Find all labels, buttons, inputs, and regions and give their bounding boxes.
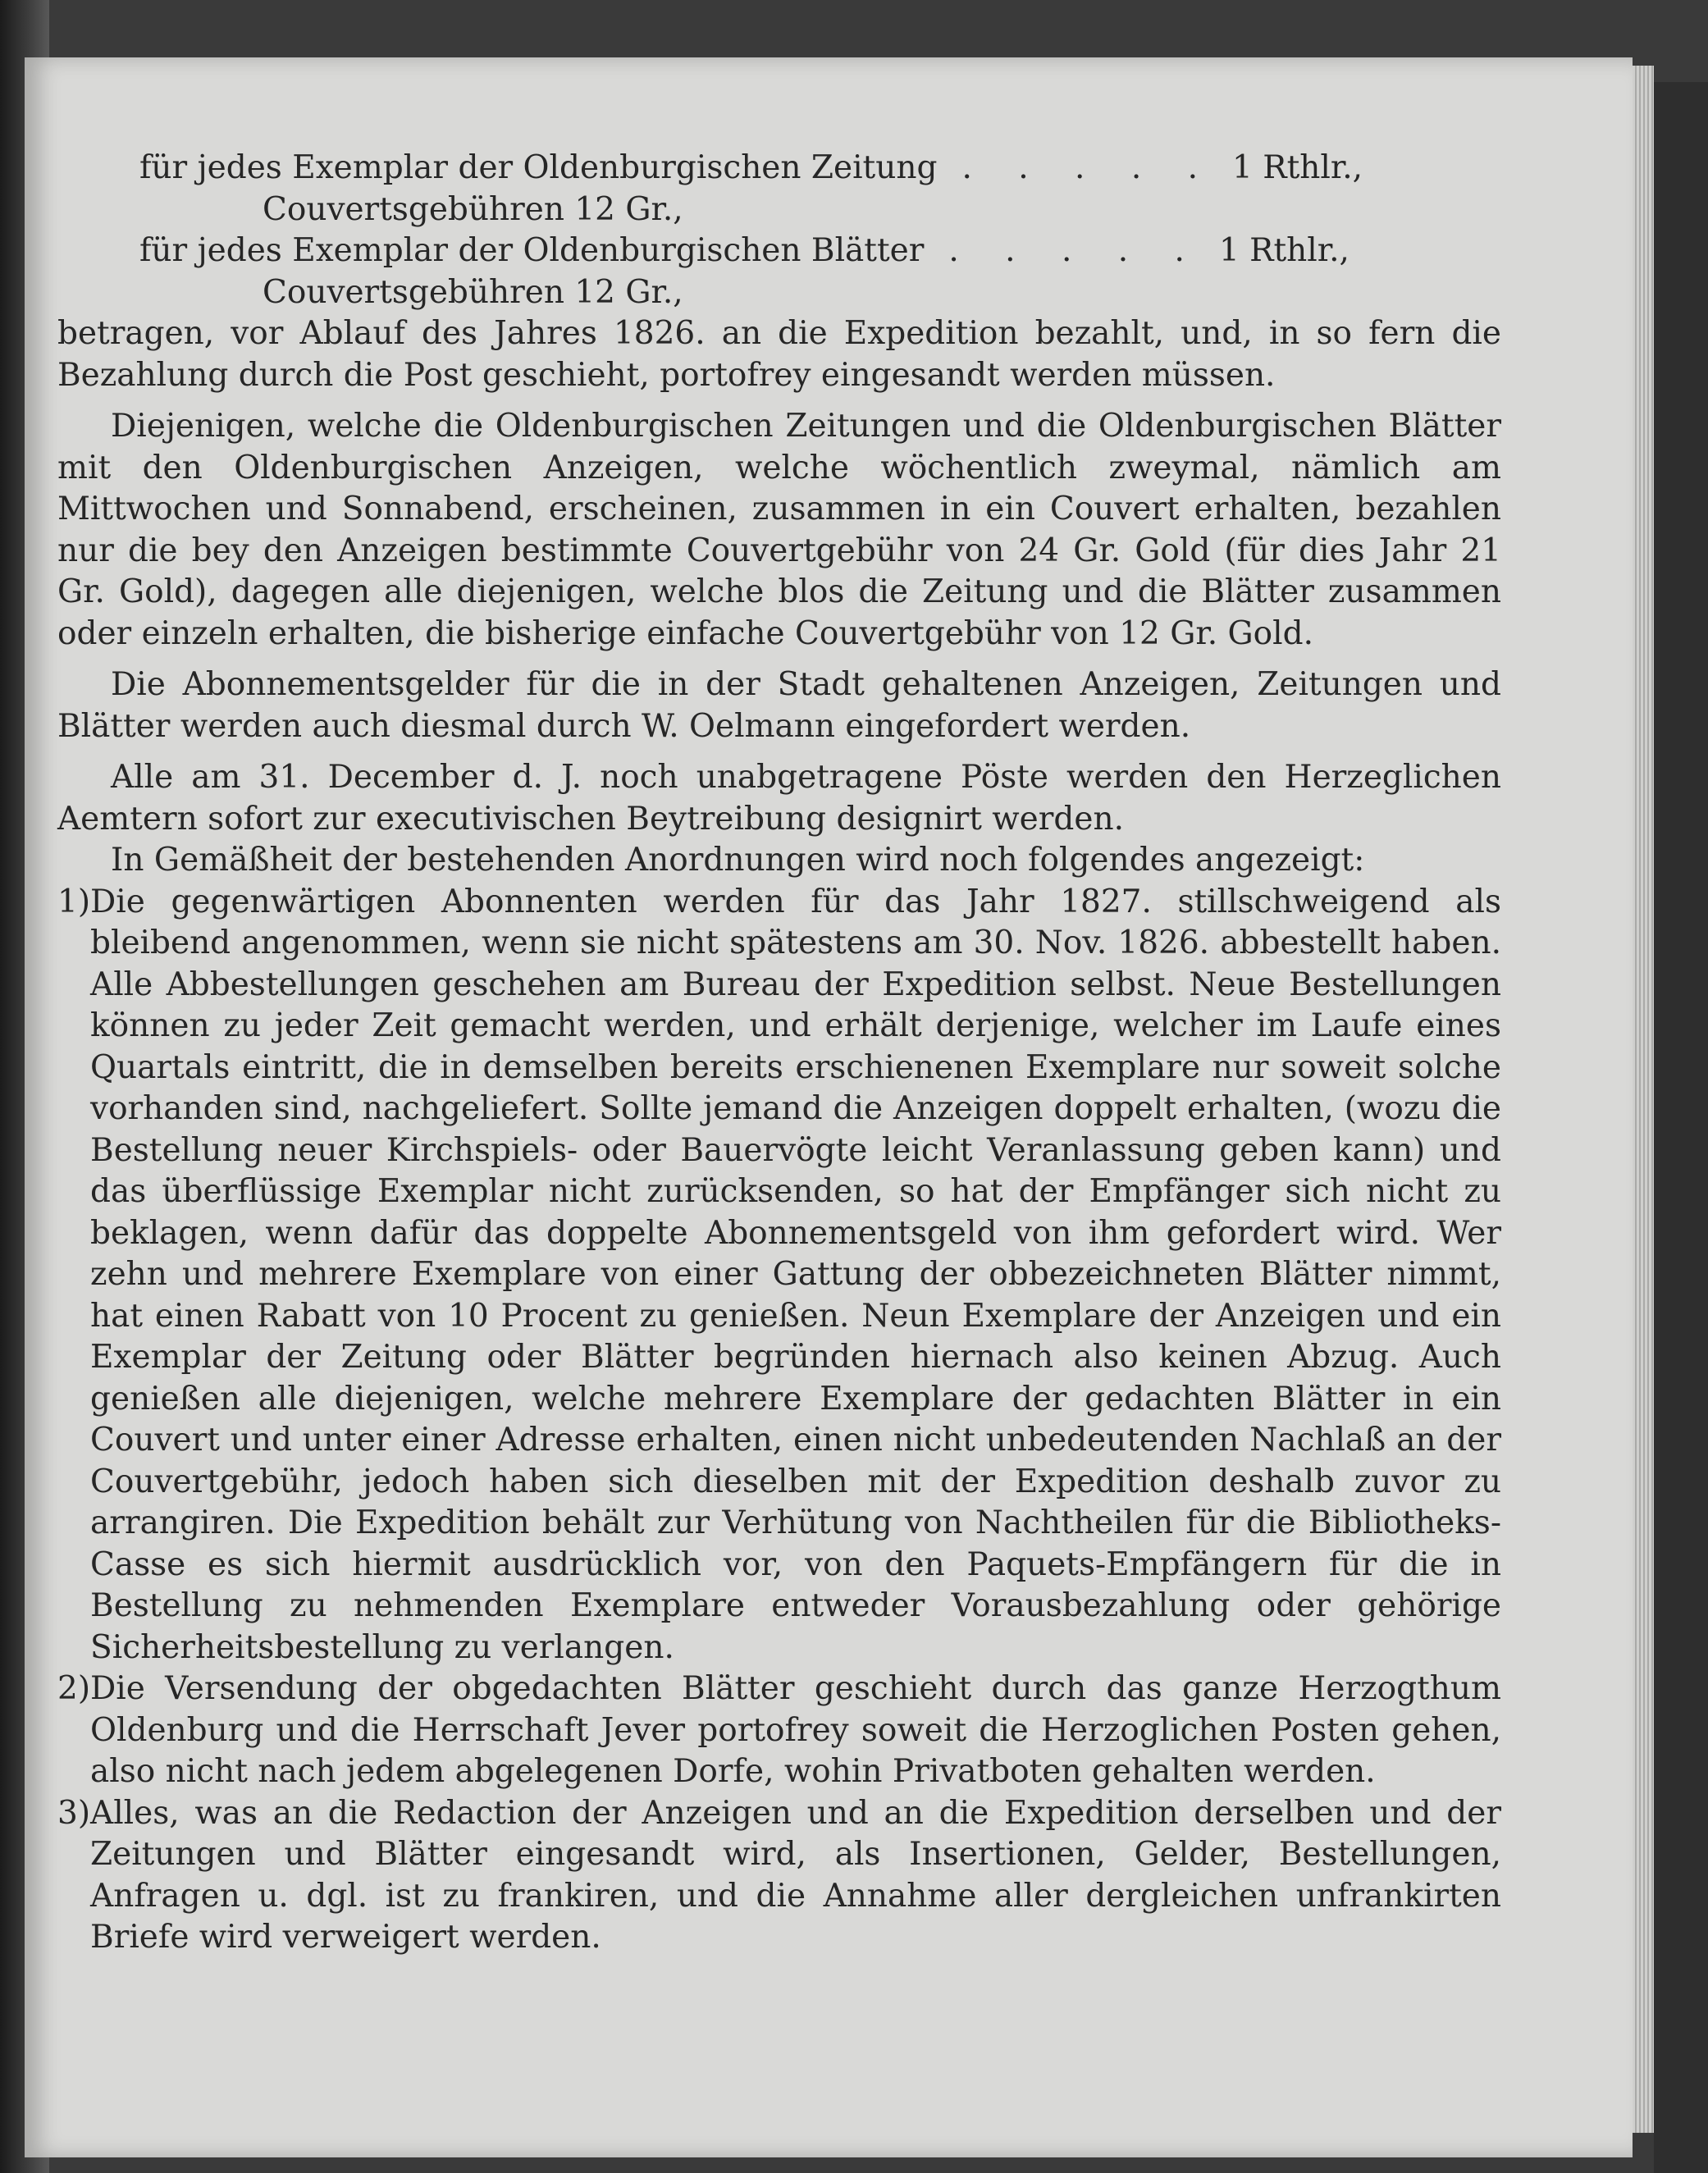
price-item: für jedes Exemplar der Oldenburgischen Blätter	[139, 232, 925, 269]
list-number: 2)	[57, 1670, 91, 1707]
list-item	[57, 1793, 1501, 1959]
spacer	[57, 747, 1501, 757]
list-text: Alles, was an die Redaction der Anzeigen und an die Expedition derselben und der Zeitungen und Blätter eingesandt wird, als Insertionen, Gelder, Bestellungen, Anfragen u. dgl. ist zu frankiren, und die Annahme aller dergleichen unfrankirten Briefe wird verweigert werden.	[90, 1794, 1501, 1956]
list-number: 3)	[57, 1794, 91, 1832]
leader-dots: . . . . .	[948, 232, 1203, 269]
spacer	[57, 655, 1501, 664]
price-line-zeitung	[57, 148, 1501, 189]
price-sub: Couvertsgebühren 12 Gr.,	[263, 273, 683, 311]
list-number: 1)	[57, 883, 91, 920]
price-line-blaetter	[57, 231, 1501, 272]
paragraph: Alle am 31. December d. J. noch unabgetragene Pöste werden den Herzeglichen Aemtern sofort zur executivischen Beytreibung designirt werden.	[57, 759, 1501, 838]
list-text: Die Versendung der obgedachten Blätter geschieht durch das ganze Herzogthum Oldenburg und die Herrschaft Jever portofrey soweit die Herzoglichen Posten gehen, also nicht nach jedem abgelegenen Dorfe, wohin Privatboten gehalten werden.	[90, 1670, 1501, 1790]
spacer	[57, 396, 1501, 406]
leader-dots: . . . . .	[961, 149, 1217, 186]
book-page	[25, 57, 1633, 2157]
list-item	[57, 882, 1501, 1669]
price-item: für jedes Exemplar der Oldenburgischen Zeitung	[139, 149, 938, 186]
list-item	[57, 1669, 1501, 1793]
page-text	[57, 148, 1501, 1959]
paragraph: Die Abonnementsgelder für die in der Stadt gehaltenen Anzeigen, Zeitungen und Blätter werden auch diesmal durch W. Oelmann eingefordert werden.	[57, 666, 1501, 745]
paragraph: In Gemäßheit der bestehenden Anordnungen wird noch folgendes angezeigt:	[111, 842, 1365, 879]
paragraph: Diejenigen, welche die Oldenburgischen Zeitungen und die Oldenburgischen Blätter mit den Oldenburgischen Anzeigen, welche wöchentlich zweymal, nämlich am Mittwochen und Sonnabend, erscheinen, zusammen in ein Couvert erhalten, bezahlen nur die bey den Anzeigen bestimmte Couvertgebühr von 24 Gr. Gold (für dies Jahr 21 Gr. Gold), dagegen alle diejenigen, welche blos die Zeitung und die Blätter zusammen oder einzeln erhalten, die bisherige einfache Couvertgebühr von 12 Gr. Gold.	[57, 408, 1501, 652]
price-amount: 1 Rthlr.,	[1232, 149, 1363, 186]
price-sub: Couvertsgebühren 12 Gr.,	[263, 190, 683, 228]
list-text: Die gegenwärtigen Abonnenten werden für das Jahr 1827. stillschweigend als bleibend angenommen, wenn sie nicht spätestens am 30. Nov. 1826. abbestellt haben. Alle Abbestellungen geschehen am Bureau der Expedition selbst. Neue Bestellungen können zu jeder Zeit gemacht werden, und erhält derjenige, welcher im Laufe eines Quartals eintritt, die in demselben bereits erschienenen Exemplare nur soweit solche vorhanden sind, nachgeliefert. Sollte jemand die Anzeigen doppelt erhalten, (wozu die Bestellung neuer Kirchspiels- oder Bauervögte leicht Veranlassung geben kann) und das überflüssige Exemplar nicht zurücksenden, so hat der Empfänger sich nicht zu beklagen, wenn dafür das doppelte Abonnementsgeld von ihm gefordert wird. Wer zehn und mehrere Exemplare von einer Gattung der obbezeichneten Blätter nimmt, hat einen Rabatt von 10 Procent zu genießen. Neun Exemplare der Anzeigen und ein Exemplar der Zeitung oder Blätter begründen hiernach also keinen Abzug. Auch genießen alle diejenigen, welche mehrere Exemplare der gedachten Blätter in ein Couvert und unter einer Adresse erhalten, einen nicht unbedeutenden Nachlaß an der Couvertgebühr, jedoch haben sich dieselben mit der Expedition deshalb zuvor zu arrangiren. Die Expedition behält zur Verhütung von Nachtheilen für die Bibliotheks-Casse es sich hiermit ausdrücklich vor, von den Paquets-Empfängern für die in Bestellung zu nehmenden Exemplare entweder Vorausbezahlung oder gehörige Sicherheitsbestellung zu verlangen.	[90, 883, 1501, 1666]
background-edge	[1654, 82, 1708, 2173]
paragraph: betragen, vor Ablauf des Jahres 1826. an die Expedition bezahlt, und, in so fern die Bezahlung durch die Post geschieht, portofrey eingesandt werden müssen.	[57, 315, 1501, 394]
page-edge	[1633, 66, 1654, 2133]
price-amount: 1 Rthlr.,	[1218, 232, 1350, 269]
